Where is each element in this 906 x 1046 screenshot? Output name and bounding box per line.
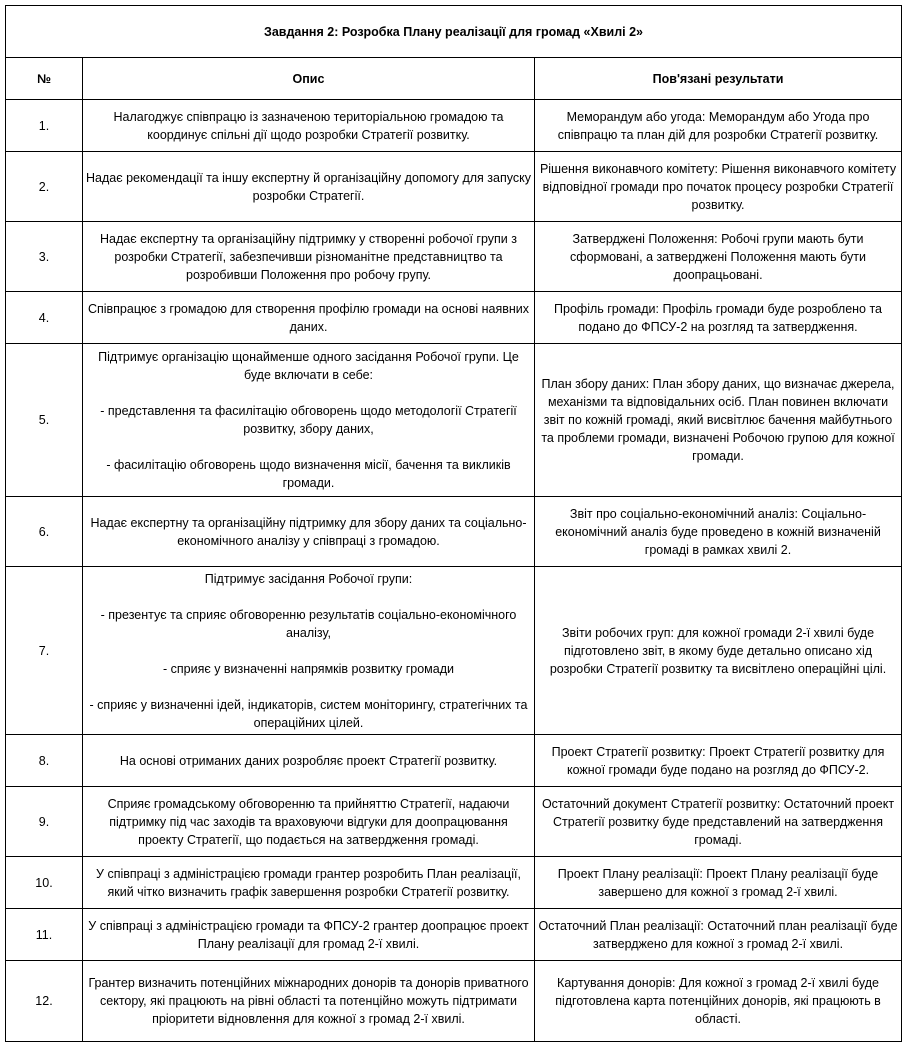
table-row: [6, 961, 902, 1042]
row-result: Проект Плану реалізації: Проект Плану реалізації буде завершено для кожної з громад 2-ї хвилі.: [535, 857, 902, 909]
description-bullet: - фасилітацію обговорень щодо визначення місії, бачення та викликів громади.: [106, 458, 511, 490]
row-number: 6.: [6, 497, 83, 567]
row-number: 4.: [6, 292, 83, 344]
implementation-plan-table: [5, 5, 902, 1042]
description-bullet: - сприяє у визначенні ідей, індикаторів, систем моніторингу, стратегічних та операційних цілей.: [89, 697, 528, 730]
title-row: [6, 6, 902, 58]
row-number: 8.: [6, 735, 83, 787]
row-description: [83, 735, 535, 787]
row-description: [83, 787, 535, 857]
table-row: [6, 100, 902, 152]
row-description: [83, 497, 535, 567]
row-description: [83, 152, 535, 222]
row-number: 12.: [6, 961, 83, 1042]
description-text: Сприяє громадському обговоренню та прийняттю Стратегії, надаючи підтримку під час заходів та враховуючи відгуки для доопрацювання проекту Стратегії, що подається на затвердження громаді.: [107, 796, 510, 847]
row-description: [83, 857, 535, 909]
description-bullet: - сприяє у визначенні напрямків розвитку громади: [162, 661, 454, 676]
description-text: Підтримує засідання Робочої групи:: [204, 571, 413, 586]
row-description: [83, 292, 535, 344]
description-text: Налагоджує співпрацю із зазначеною територіальною громадою та координує спільні дії щодо розробки Стратегії розвитку.: [113, 109, 504, 142]
row-number: 5.: [6, 344, 83, 497]
table-row: [6, 344, 902, 497]
row-result: Меморандум або угода: Меморандум або Угода про співпрацю та план дій для розробки Стратегії розвитку.: [535, 100, 902, 152]
description-text: Підтримує організацію щонайменше одного засідання Робочої групи. Це буде включати в себе:: [98, 350, 519, 382]
description-bullet: - презентує та сприяє обговоренню результатів соціально-економічного аналізу,: [100, 607, 517, 640]
row-result: Профіль громади: Профіль громади буде розроблено та подано до ФПСУ-2 на розгляд та затвердження.: [535, 292, 902, 344]
row-number: 10.: [6, 857, 83, 909]
header-row: [6, 58, 902, 100]
row-description: [83, 567, 535, 735]
description-text: У співпраці з адміністрацією громади та ФПСУ-2 грантер доопрацює проект Плану реалізації для громад 2-ї хвилі.: [88, 918, 529, 951]
row-description: [83, 222, 535, 292]
description-bullet: - представлення та фасилітацію обговорень щодо методології Стратегії розвитку, збору даних,: [100, 404, 517, 436]
row-result: Звіти робочих груп: для кожної громади 2-ї хвилі буде підготовлено звіт, в якому буде детально описано хід розробки Стратегії розвитку та висвітлено операційні цілі.: [535, 567, 902, 735]
description-text: Співпрацює з громадою для створення профілю громади на основі наявних даних.: [87, 301, 530, 334]
table-row: [6, 909, 902, 961]
table-row: [6, 292, 902, 344]
table-row: [6, 567, 902, 735]
table-row: [6, 787, 902, 857]
row-number: 11.: [6, 909, 83, 961]
table-title: Завдання 2: Розробка Плану реалізації для громад «Хвилі 2»: [6, 6, 902, 58]
header-number: №: [6, 58, 83, 100]
row-description: [83, 344, 535, 497]
row-number: 1.: [6, 100, 83, 152]
description-text: На основі отриманих даних розробляє проект Стратегії розвитку.: [119, 753, 498, 768]
header-results: Пов'язані результати: [535, 58, 902, 100]
row-result: План збору даних: План збору даних, що визначає джерела, механізми та відповідальних осіб. План повинен включати звіт по кожній громаді, який висвітлює бачення майбутнього та проблеми громади, визначені Робочою групою для кожної громади.: [535, 344, 902, 497]
table-row: [6, 152, 902, 222]
row-result: Звіт про соціально-економічний аналіз: Соціально-економічний аналіз буде проведено в кожній визначеній громаді в рамках хвилі 2.: [535, 497, 902, 567]
row-result: Рішення виконавчого комітету: Рішення виконавчого комітету відповідної громади про початок процесу розробки Стратегії розвитку.: [535, 152, 902, 222]
row-result: Затверджені Положення: Робочі групи мають бути сформовані, а затверджені Положення мають бути доопрацьовані.: [535, 222, 902, 292]
row-number: 7.: [6, 567, 83, 735]
row-number: 2.: [6, 152, 83, 222]
description-text: Надає експертну та організаційну підтримку для збору даних та соціально-економічного аналізу у співпраці з громадою.: [90, 515, 527, 548]
row-description: [83, 909, 535, 961]
row-number: 3.: [6, 222, 83, 292]
row-number: 9.: [6, 787, 83, 857]
table-row: [6, 497, 902, 567]
table-row: [6, 857, 902, 909]
row-description: [83, 961, 535, 1042]
description-text: Надає рекомендації та іншу експертну й організаційну допомогу для запуску розробки Стратегії.: [86, 170, 531, 203]
table-row: [6, 735, 902, 787]
row-result: Остаточний документ Стратегії розвитку: Остаточний проект Стратегії розвитку буде представлений на затвердження громаді.: [535, 787, 902, 857]
row-result: Картування донорів: Для кожної з громад 2-ї хвилі буде підготовлена карта потенційних донорів, які працюють в області.: [535, 961, 902, 1042]
description-text: У співпраці з адміністрацією громади грантер розробить План реалізації, який чітко визначить графік завершення розробки Стратегії розвитку.: [96, 866, 521, 899]
description-text: Грантер визначить потенційних міжнародних донорів та донорів приватного сектору, які працюють на рівні області та потенційно можуть підтримати пріоритети відновлення для кожної з громад 2-ї хвилі.: [88, 976, 529, 1026]
header-description: Опис: [83, 58, 535, 100]
row-result: Проект Стратегії розвитку: Проект Стратегії розвитку для кожної громади буде подано на розгляд до ФПСУ-2.: [535, 735, 902, 787]
description-text: Надає експертну та організаційну підтримку у створенні робочої групи з розробки Стратегії, забезпечивши різноманітне представництво та розробивши Положення про робочу групу.: [100, 231, 517, 282]
row-result: Остаточний План реалізації: Остаточний план реалізації буде затверджено для кожної з громад 2-ї хвилі.: [535, 909, 902, 961]
table-row: [6, 222, 902, 292]
row-description: [83, 100, 535, 152]
